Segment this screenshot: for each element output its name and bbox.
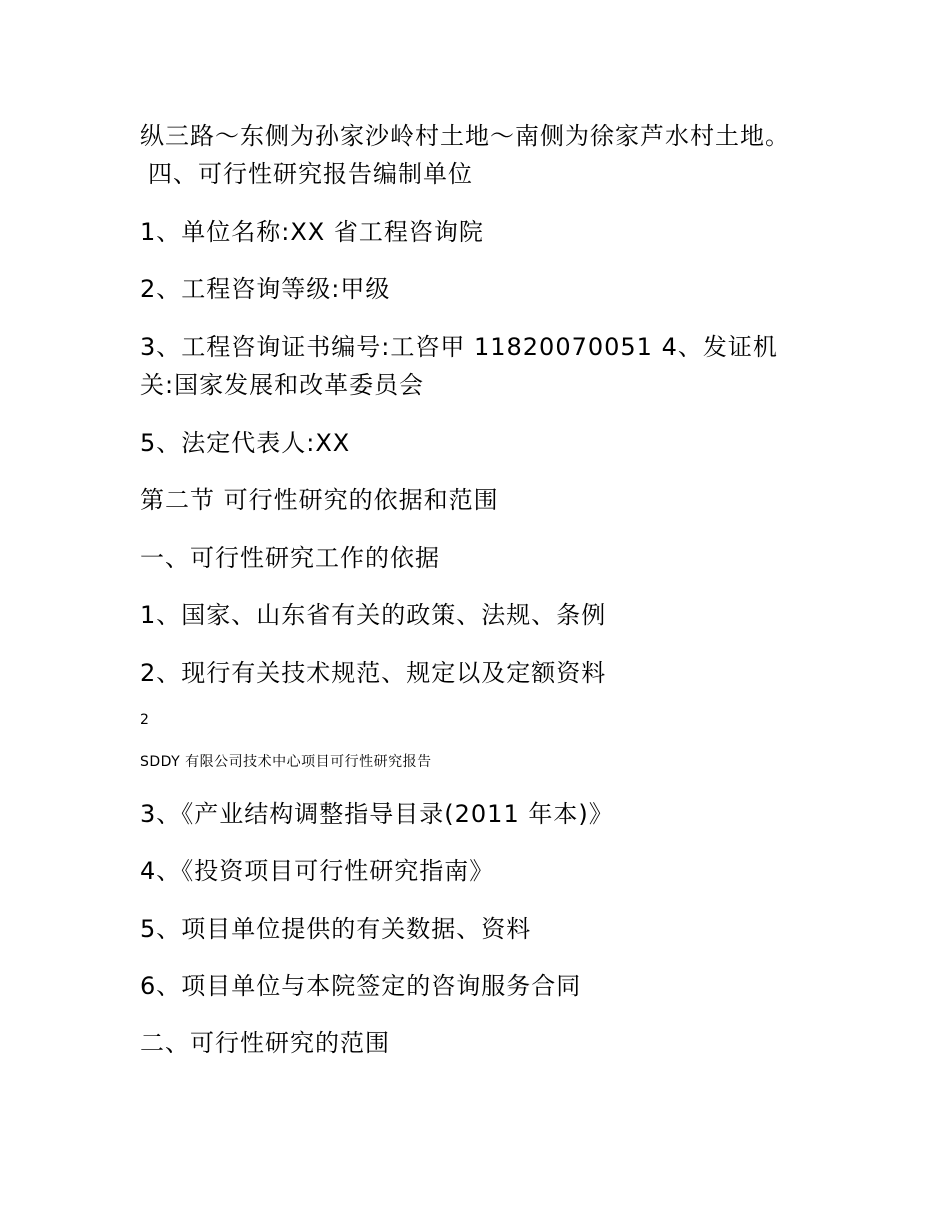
- text-line: 5、项目单位提供的有关数据、资料: [140, 915, 532, 943]
- section-heading: 四、可行性研究报告编制单位: [148, 160, 473, 188]
- section-heading: 第二节 可行性研究的依据和范围: [140, 486, 499, 514]
- page-number: 2: [140, 712, 150, 728]
- text-line: 1、国家、山东省有关的政策、法规、条例: [140, 601, 607, 629]
- text-line: 2、现行有关技术规范、规定以及定额资料: [140, 659, 607, 687]
- running-header: SDDY 有限公司技术中心项目可行性研究报告: [140, 754, 432, 770]
- text-line: 5、法定代表人:XX: [140, 429, 351, 457]
- text-line: 2、工程咨询等级:甲级: [140, 275, 391, 303]
- text-line: 1、单位名称:XX 省工程咨询院: [140, 218, 484, 246]
- section-heading: 一、可行性研究工作的依据: [140, 544, 440, 572]
- text-line: 4、《投资项目可行性研究指南》: [140, 857, 495, 885]
- text-line: 3、工程咨询证书编号:工咨甲 11820070051 4、发证机: [140, 333, 778, 361]
- text-line: 纵三路～东侧为孙家沙岭村土地～南侧为徐家芦水村土地。: [140, 122, 790, 150]
- text-line: 3、《产业结构调整指导目录(2011 年本)》: [140, 800, 614, 828]
- text-line: 关:国家发展和改革委员会: [140, 371, 425, 399]
- text-line: 6、项目单位与本院签定的咨询服务合同: [140, 972, 582, 1000]
- section-heading: 二、可行性研究的范围: [140, 1029, 390, 1057]
